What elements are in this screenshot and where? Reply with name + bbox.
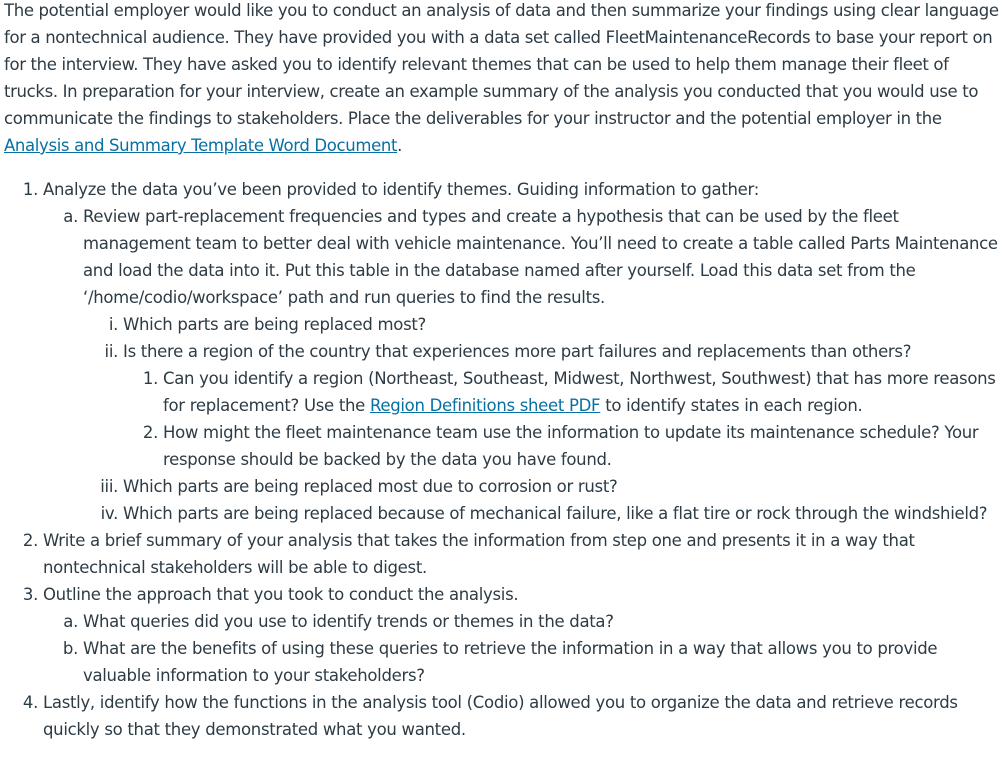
question-ii — [123, 338, 999, 473]
step-1-subtasks — [43, 203, 999, 527]
step-3a-text: What queries did you use to identify trends or themes in the data? — [83, 612, 614, 631]
step-3-text: Outline the approach that you took to conduct the analysis. — [43, 585, 519, 604]
instructions-list — [4, 176, 999, 743]
question-ii-item-2 — [163, 419, 999, 473]
item-1-text: Can you identify a region (Northeast, Southeast, Midwest, Northwest, Southwest) that has more reasons for replacement? Use the — [163, 369, 996, 415]
step-3-subtasks — [43, 608, 999, 689]
question-i-text: Which parts are being replaced most? — [123, 315, 426, 334]
question-iii — [123, 473, 999, 500]
step-2-text: Write a brief summary of your analysis that takes the information from step one and presents it in a way that nontechnical stakeholders will be able to digest. — [43, 531, 915, 577]
question-ii-text: Is there a region of the country that experiences more part failures and replacements than others? — [123, 342, 912, 361]
step-3a — [83, 608, 999, 635]
step-1-text: Analyze the data you’ve been provided to identify themes. Guiding information to gather: — [43, 180, 759, 199]
item-1-text-end: to identify states in each region. — [600, 396, 863, 415]
step-4 — [43, 689, 999, 743]
step-3b — [83, 635, 999, 689]
question-iv-text: Which parts are being replaced because of mechanical failure, like a flat tire or rock through the windshield? — [123, 504, 988, 523]
step-3 — [43, 581, 999, 689]
step-3b-text: What are the benefits of using these queries to retrieve the information in a way that allows you to provide valuable information to your stakeholders? — [83, 639, 938, 685]
step-1a-text: Review part-replacement frequencies and types and create a hypothesis that can be used by the fleet management team to better deal with vehicle maintenance. You’ll need to create a table called Parts Maintenance and load the data into it. Put this table in the database named after yourself. Load this data set from the ‘/home/codio/workspace’ path and run queries to find the results. — [83, 207, 998, 307]
question-iii-text: Which parts are being replaced most due to corrosion or rust? — [123, 477, 618, 496]
step-1 — [43, 176, 999, 527]
question-i — [123, 311, 999, 338]
step-4-text: Lastly, identify how the functions in the analysis tool (Codio) allowed you to organize the data and retrieve records quickly so that they demonstrated what you wanted. — [43, 693, 958, 739]
intro-text-end: . — [397, 136, 403, 155]
question-ii-item-1 — [163, 365, 999, 419]
intro-text: The potential employer would like you to conduct an analysis of data and then summarize your findings using clear language for a nontechnical audience. They have provided you with a data set called FleetMaintenanceRecords to base your report on for the interview. They have asked you to identify relevant themes that can be used to help them manage their fleet of trucks. In preparation for your interview, create an example summary of the analysis you conducted that you would use to communicate the findings to stakeholders. Place the deliverables for your instructor and the potential employer in the — [4, 1, 999, 128]
intro-paragraph — [4, 0, 999, 159]
region-definitions-link[interactable]: Region Definitions sheet PDF — [369, 396, 601, 415]
question-iv — [123, 500, 999, 527]
step-1a-questions — [83, 311, 999, 527]
template-document-link[interactable]: Analysis and Summary Template Word Document — [4, 136, 398, 155]
question-ii-items — [123, 365, 999, 473]
item-2-text: How might the fleet maintenance team use the information to update its maintenance schedule? Your response should be backed by the data you have found. — [163, 423, 979, 469]
step-1a — [83, 203, 999, 527]
step-2 — [43, 527, 999, 581]
